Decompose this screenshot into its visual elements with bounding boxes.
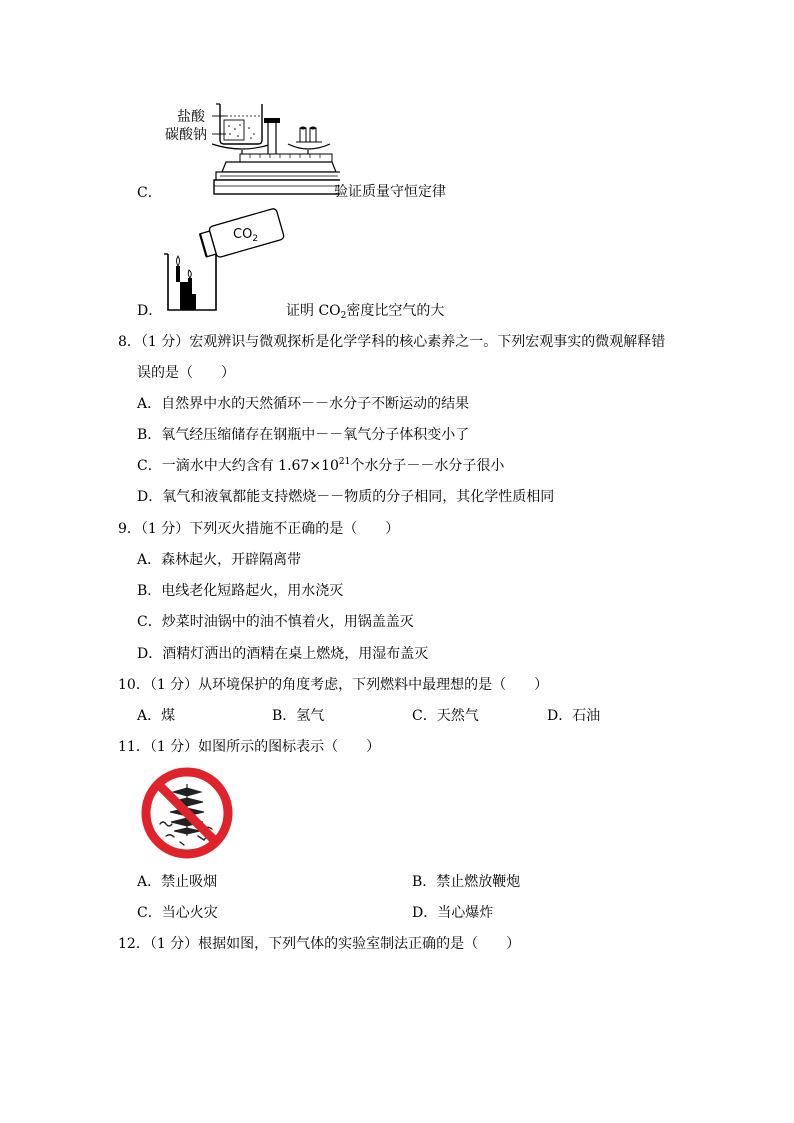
q9-stem: 9．（1 分）下列灭火措施不正确的是（ ） (118, 521, 400, 537)
q8-stem-line2: 误的是（ ） (137, 365, 235, 381)
q10-option-d: D．石油 (547, 708, 601, 724)
sodium-carbonate-label: 碳酸钠 (165, 127, 207, 143)
q12-stem: 12．（1 分）根据如图，下列气体的实验室制法正确的是（ ） (118, 936, 521, 952)
figure-d-caption: 证明 $CO_2$密度比空气的大 (286, 303, 445, 321)
no-firecrackers-sign-icon (140, 766, 234, 860)
q9-option-d: D．酒精灯洒出的酒精在桌上燃烧，用湿布盖灭 (137, 646, 429, 662)
q9-option-c: C．炒菜时油锅中的油不慎着火，用锅盖盖灭 (137, 614, 414, 630)
q8-option-b: B．氧气经压缩储存在钢瓶中－－氧气分子体积变小了 (137, 427, 470, 443)
co2-candle-figure (160, 206, 290, 318)
q10-option-b: B．氢气 (272, 708, 325, 724)
q11-option-a: A．禁止吸烟 (137, 874, 218, 890)
co2-bottle-label: $CO_2$ (233, 227, 259, 244)
figure-c-caption: 验证质量守恒定律 (334, 184, 446, 200)
q11-stem: 11．（1 分）如图所示的图标表示（ ） (118, 739, 381, 755)
q10-option-a: A．煤 (137, 708, 176, 724)
q9-option-a: A．森林起火，开辟隔离带 (137, 552, 302, 568)
q10-option-c: C．天然气 (412, 708, 479, 724)
q11-option-c: C．当心火灾 (137, 905, 218, 921)
q8-option-a: A．自然界中水的天然循环－－水分子不断运动的结果 (137, 396, 470, 412)
q11-option-d: D．当心爆炸 (412, 905, 494, 921)
q11-option-b: B．禁止燃放鞭炮 (412, 874, 521, 890)
option-c-letter: C． (137, 185, 162, 201)
option-d-letter: D． (137, 303, 163, 319)
q10-stem: 10．（1 分）从环境保护的角度考虑，下列燃料中最理想的是（ ） (118, 677, 549, 693)
q8-stem-line1: 8．（1 分）宏观辨识与微观探析是化学学科的核心素养之一。下列宏观事实的微观解释错 (118, 334, 666, 350)
q8-option-d: D．氧气和液氧都能支持燃烧－－物质的分子相同，其化学性质相同 (137, 489, 555, 505)
q9-option-b: B．电线老化短路起火，用水浇灭 (137, 583, 344, 599)
hcl-label: 盐酸 (177, 109, 205, 125)
q8-option-c: C．一滴水中大约含有 $1.67\times 10^{21}$个水分子－－水分子很小 (137, 457, 505, 474)
